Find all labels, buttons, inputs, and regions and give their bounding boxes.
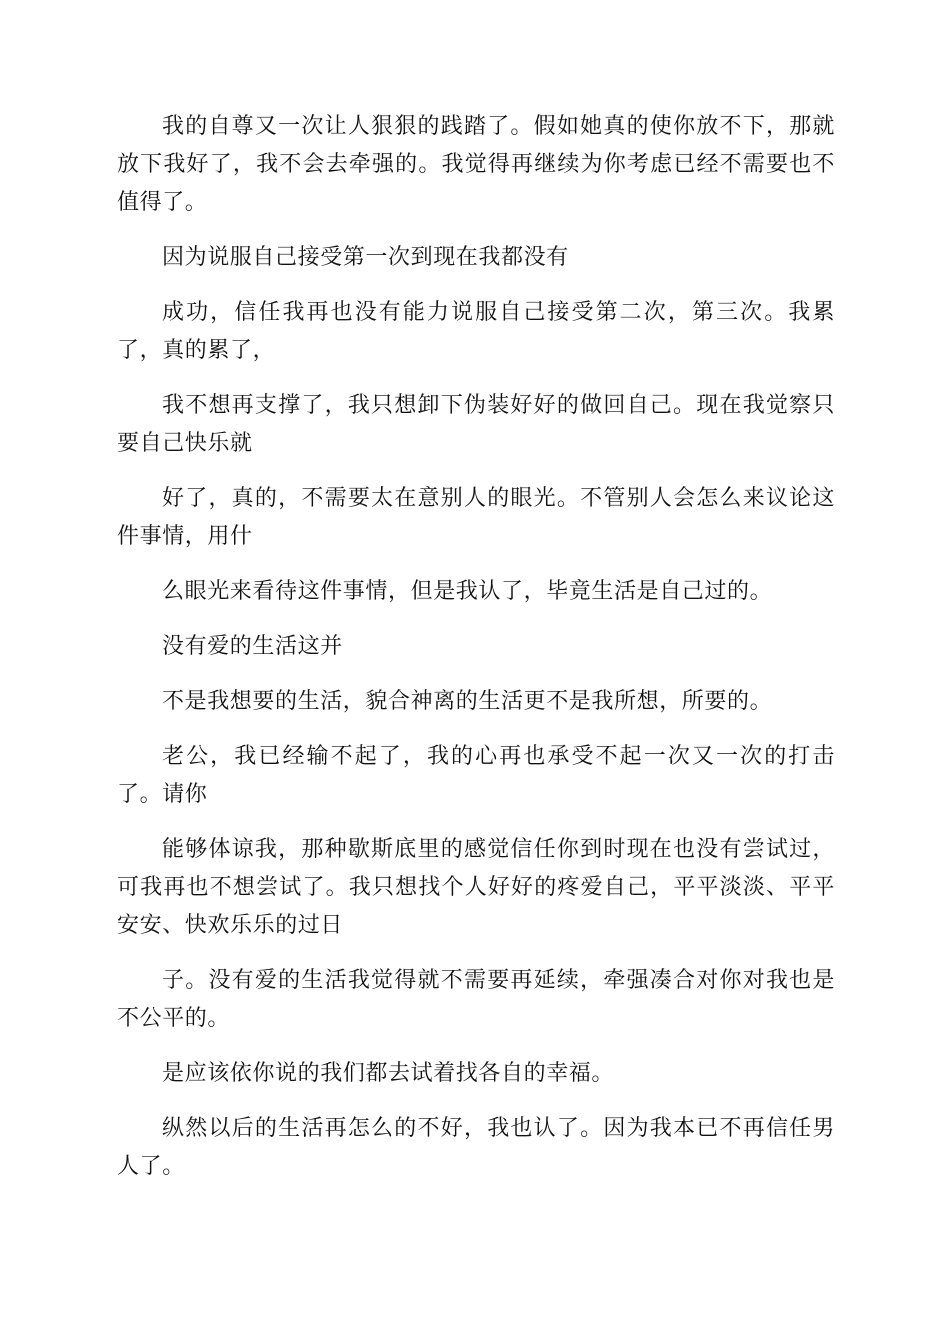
paragraph-1: 我的自尊又一次让人狠狠的践踏了。假如她真的使你放不下，那就放下我好了，我不会去牵强的。我觉得再继续为你考虑已经不需要也不值得了。 bbox=[117, 114, 835, 215]
paragraph-10: 能够体谅我，那种歇斯底里的感觉信任你到时现在也没有尝试过，可我再也不想尝试了。我只想找个人好好的疼爱自己，平平淡淡、平平安安、快欢乐乐的过日 bbox=[117, 837, 835, 938]
paragraph-2: 因为说服自己接受第一次到现在我都没有 bbox=[162, 245, 569, 270]
paragraph-13: 纵然以后的生活再怎么的不好，我也认了。因为我本已不再信任男人了。 bbox=[117, 1116, 835, 1179]
document-page bbox=[117, 108, 835, 1203]
paragraph-4: 我不想再支撑了，我只想卸下伪装好好的做回自己。现在我觉察只要自己快乐就 bbox=[117, 393, 835, 456]
paragraph-8: 不是我想要的生活，貌合神离的生活更不是我所想，所要的。 bbox=[162, 689, 773, 714]
paragraph-3: 成功，信任我再也没有能力说服自己接受第二次，第三次。我累了，真的累了， bbox=[117, 300, 835, 363]
paragraph-11: 子。没有爱的生活我觉得就不需要再延续，牵强凑合对你对我也是不公平的。 bbox=[117, 968, 835, 1031]
paragraph-9: 老公，我已经输不起了，我的心再也承受不起一次又一次的打击了。请你 bbox=[117, 744, 835, 807]
paragraph-7: 没有爱的生活这并 bbox=[162, 634, 343, 659]
paragraph-12: 是应该依你说的我们都去试着找各自的幸福。 bbox=[162, 1061, 615, 1086]
paragraph-6: 么眼光来看待这件事情，但是我认了，毕竟生活是自己过的。 bbox=[162, 579, 773, 604]
paragraph-5: 好了，真的，不需要太在意别人的眼光。不管别人会怎么来议论这件事情，用什 bbox=[117, 486, 835, 549]
